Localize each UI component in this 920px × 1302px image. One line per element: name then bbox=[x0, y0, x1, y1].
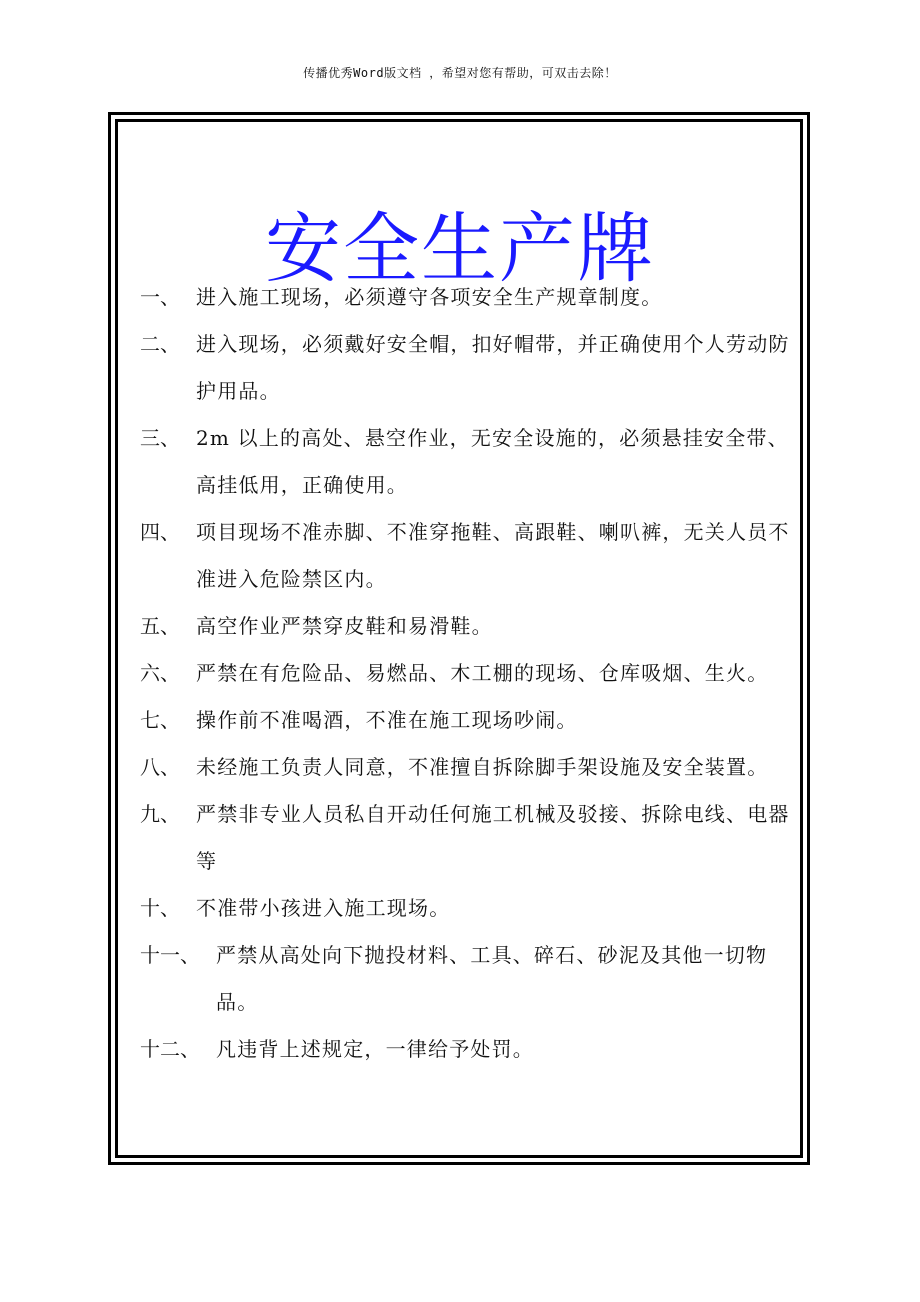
rule-text: 不准带小孩进入施工现场。 bbox=[196, 896, 451, 920]
rule-text: 严禁在有危险品、易燃品、木工棚的现场、仓库吸烟、生火。 bbox=[196, 661, 769, 685]
rule-number: 七、 bbox=[140, 708, 180, 732]
rule-number: 八、 bbox=[140, 755, 180, 779]
rules-list bbox=[140, 274, 806, 1073]
rule-item bbox=[140, 321, 806, 415]
rule-number: 四、 bbox=[140, 520, 180, 544]
rule-number: 九、 bbox=[140, 802, 180, 826]
rule-number: 十、 bbox=[140, 896, 180, 920]
rule-item bbox=[140, 650, 806, 697]
rule-number: 六、 bbox=[140, 661, 180, 685]
rule-number: 三、 bbox=[140, 426, 180, 450]
rule-text: 严禁非专业人员私自开动任何施工机械及驳接、拆除电线、电器等 bbox=[196, 802, 790, 873]
header-note: 传播优秀Word版文档 ，希望对您有帮助，可双击去除！ bbox=[303, 66, 617, 80]
rule-item bbox=[140, 603, 806, 650]
rule-text: 操作前不准喝酒，不准在施工现场吵闹。 bbox=[196, 708, 578, 732]
rule-number: 十一、 bbox=[140, 943, 200, 967]
rule-item bbox=[140, 885, 806, 932]
rule-item bbox=[140, 744, 806, 791]
rule-item bbox=[140, 791, 806, 885]
rule-number: 五、 bbox=[140, 614, 180, 638]
rule-number: 二、 bbox=[140, 332, 180, 356]
rule-item bbox=[140, 1026, 806, 1073]
rule-text: 进入现场，必须戴好安全帽，扣好帽带，并正确使用个人劳动防护用品。 bbox=[196, 332, 790, 403]
rule-text: 严禁从高处向下抛投材料、工具、碎石、砂泥及其他一切物品。 bbox=[216, 943, 768, 1014]
rule-item bbox=[140, 274, 806, 321]
rule-text: 高空作业严禁穿皮鞋和易滑鞋。 bbox=[196, 614, 493, 638]
rule-item bbox=[140, 509, 806, 603]
rule-text: 凡违背上述规定，一律给予处罚。 bbox=[216, 1037, 534, 1061]
rule-text: 2m 以上的高处、悬空作业，无安全设施的，必须悬挂安全带、高挂低用，正确使用。 bbox=[196, 426, 789, 497]
rule-text: 项目现场不准赤脚、不准穿拖鞋、高跟鞋、喇叭裤，无关人员不准进入危险禁区内。 bbox=[196, 520, 790, 591]
rule-number: 一、 bbox=[140, 285, 180, 309]
rule-number: 十二、 bbox=[140, 1037, 200, 1061]
rule-text: 进入施工现场，必须遵守各项安全生产规章制度。 bbox=[196, 285, 663, 309]
rule-item bbox=[140, 415, 806, 509]
rule-item bbox=[140, 697, 806, 744]
rule-item bbox=[140, 932, 806, 1026]
sign-title: 安全生产牌 bbox=[265, 203, 655, 293]
rule-text: 未经施工负责人同意，不准擅自拆除脚手架设施及安全装置。 bbox=[196, 755, 769, 779]
